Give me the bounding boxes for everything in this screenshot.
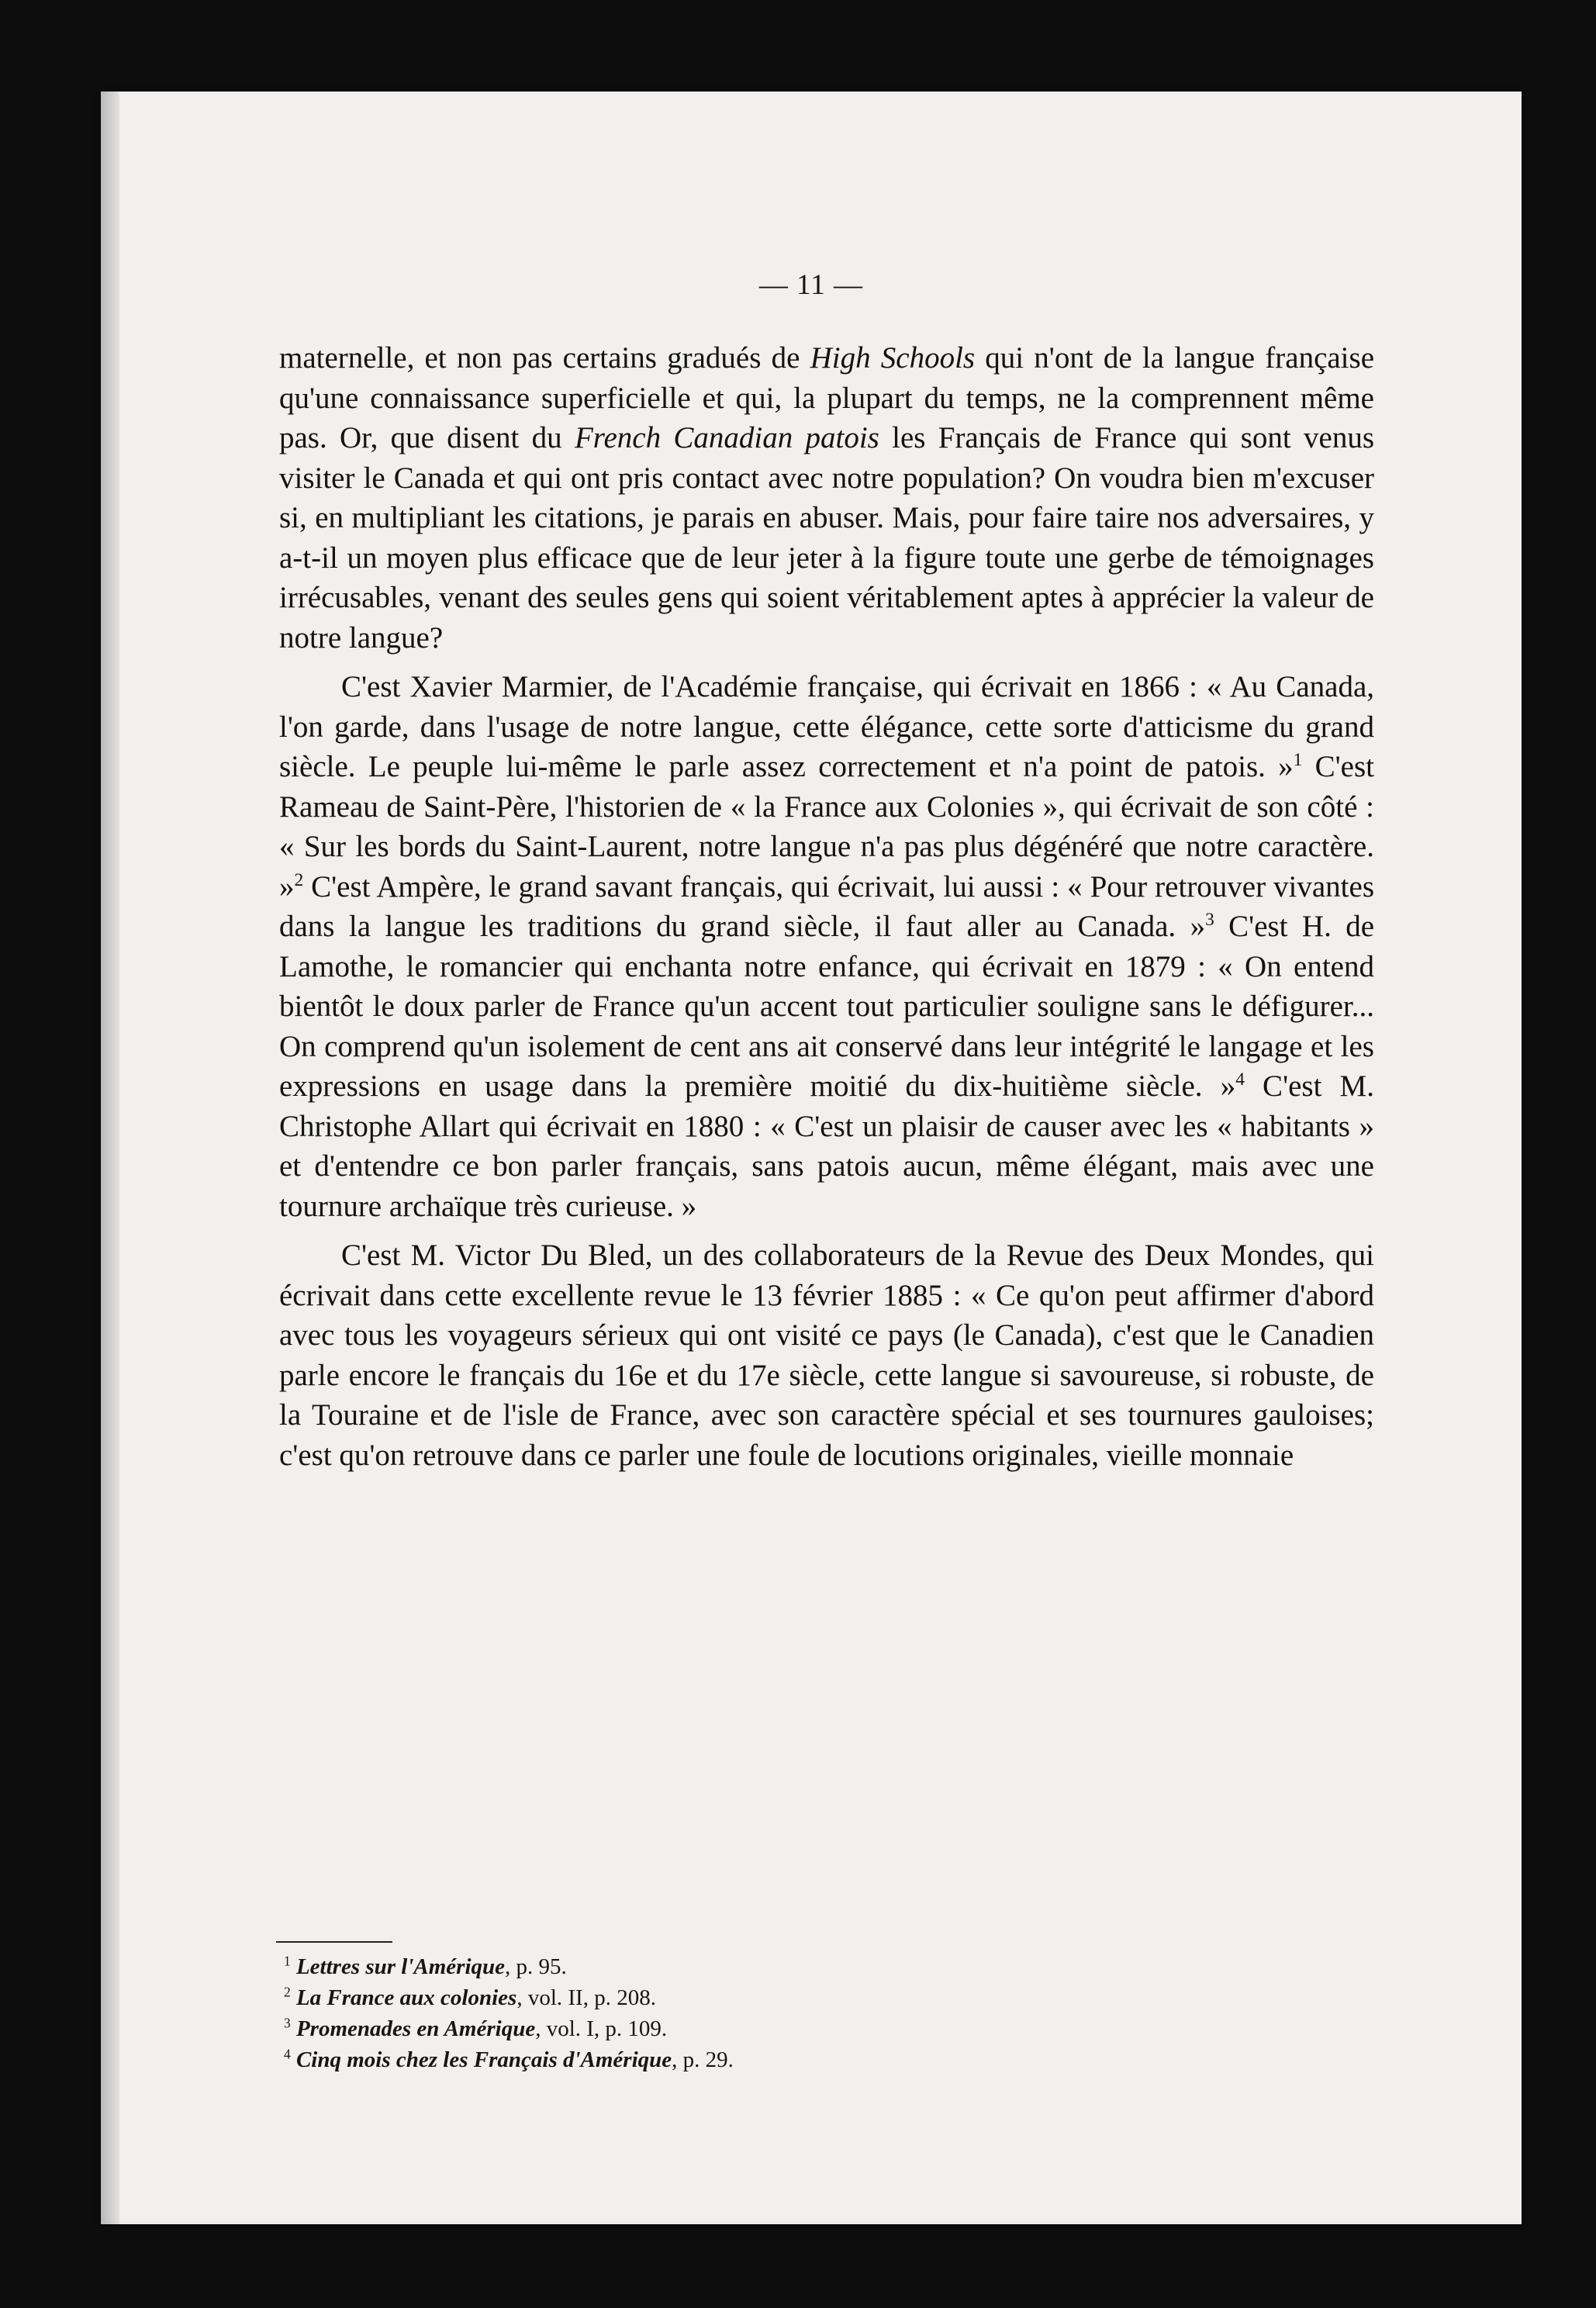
footnote-reference: , vol. II, p. 208. xyxy=(516,1985,656,2010)
text-run: les Français de France qui sont venus visiter le Canada et qui ont pris contact avec notre population? On voudra bien m'excuser si, en multipliant les citations, je parais en abuser. Mais, pour faire taire nos adversaires, y a-t-il un moyen plus efficace que de leur jeter à la figure toute une gerbe de témoignages irrécusables, venant des seules gens qui soient véritablement aptes à apprécier la valeur de notre langue? xyxy=(279,421,1375,655)
paragraph xyxy=(279,338,1374,658)
paragraph xyxy=(279,1235,1374,1475)
text-run: qui n'ont de la langue française qu'une connaissance superficielle et qui, la plupart du temps, ne la comprennent même pas. Or, que disent du xyxy=(279,341,1375,454)
footnotes xyxy=(284,1951,1292,2075)
footnote-ref-mark: 1 xyxy=(1293,750,1303,770)
footnote-mark: 3 xyxy=(284,2015,291,2031)
footnote-mark: 2 xyxy=(284,1984,291,2000)
text-run: C'est Ampère, le grand savant français, qui écrivait, lui aussi : « Pour retrouver vivantes dans la langue les traditions du grand siècle, il faut aller au Canada. » xyxy=(279,869,1374,943)
footnote-title: Cinq mois chez les Français d'Amérique xyxy=(295,2047,672,2072)
text-run: C'est M. Victor Du Bled, un des collaborateurs de la Revue des Deux Mondes, qui écrivait dans cette excellente revue le 13 février 1885 : « Ce qu'on peut affirmer d'abord avec tous les voyageurs sérieux qui ont visité ce pays (le Canada), c'est que le Canadien parle encore le français du 16e et du 17e siècle, cette langue si savoureuse, si robuste, de la Touraine et de l'isle de France, avec son caractère spécial et ses tournures gauloises; c'est qu'on retrouve dans ce parler une foule de locutions originales, vieille monnaie xyxy=(279,1239,1374,1472)
italic-phrase: French Canadian patois xyxy=(574,421,879,454)
text-run: C'est Rameau de Saint-Père, l'historien de « la France aux Colonies », qui écrivait de son côté : « Sur les bords du Saint-Laurent, notre langue n'a pas plus dégénéré que notre caractère. » xyxy=(279,750,1374,904)
text-run: C'est H. de Lamothe, le romancier qui enchanta notre enfance, qui écrivait en 1879 : « On entend bientôt le doux parler de France qu'un accent tout particulier souligne sans le défigurer... On comprend qu'un isolement de cent ans ait conservé dans leur intégrité le langage et les expressions en usage dans la première moitié du dix-huitième siècle. » xyxy=(279,910,1375,1103)
footnote-title: Lettres sur l'Amérique xyxy=(295,1954,506,1979)
book-page xyxy=(101,92,1522,2224)
footnote-mark: 4 xyxy=(284,2046,291,2062)
text-run: C'est Xavier Marmier, de l'Académie française, qui écrivait en 1866 : « Au Canada, l'on garde, dans l'usage de notre langue, cette élégance, cette sorte d'atticisme du grand siècle. Le peuple lui-même le parle assez correctement et n'a point de patois. » xyxy=(279,670,1374,783)
body-text xyxy=(279,338,1374,1475)
footnote-reference: , p. 95. xyxy=(505,1954,567,1979)
text-run: C'est M. Christophe Allart qui écrivait en 1880 : « C'est un plaisir de causer avec les « habitants » et d'entendre ce bon parler français, sans patois aucun, même élégant, mais avec une tournure archaïque très curieuse. » xyxy=(279,1069,1374,1223)
footnote-ref-mark: 3 xyxy=(1205,910,1214,930)
footnote-reference: , p. 29. xyxy=(672,2047,734,2072)
footnote-title: La France aux colonies xyxy=(295,1985,517,2010)
footnote-title: Promenades en Amérique xyxy=(295,2016,536,2041)
text-run: maternelle, et non pas certains gradués de xyxy=(279,341,810,375)
footnote-reference: , vol. I, p. 109. xyxy=(535,2016,668,2041)
page-gutter-shadow xyxy=(101,92,119,2224)
paragraph xyxy=(279,667,1374,1226)
footnote-ref-mark: 4 xyxy=(1235,1069,1245,1090)
footnote-ref-mark: 2 xyxy=(294,869,304,890)
footnote-mark: 1 xyxy=(284,1953,291,1969)
page-number: — 11 — xyxy=(758,269,864,301)
footnote xyxy=(284,1982,1292,2013)
footnote xyxy=(284,2013,1292,2044)
footnote xyxy=(284,2044,1292,2075)
footnote xyxy=(284,1951,1292,1982)
footnote-rule xyxy=(276,1941,392,1943)
italic-phrase: High Schools xyxy=(810,341,976,375)
